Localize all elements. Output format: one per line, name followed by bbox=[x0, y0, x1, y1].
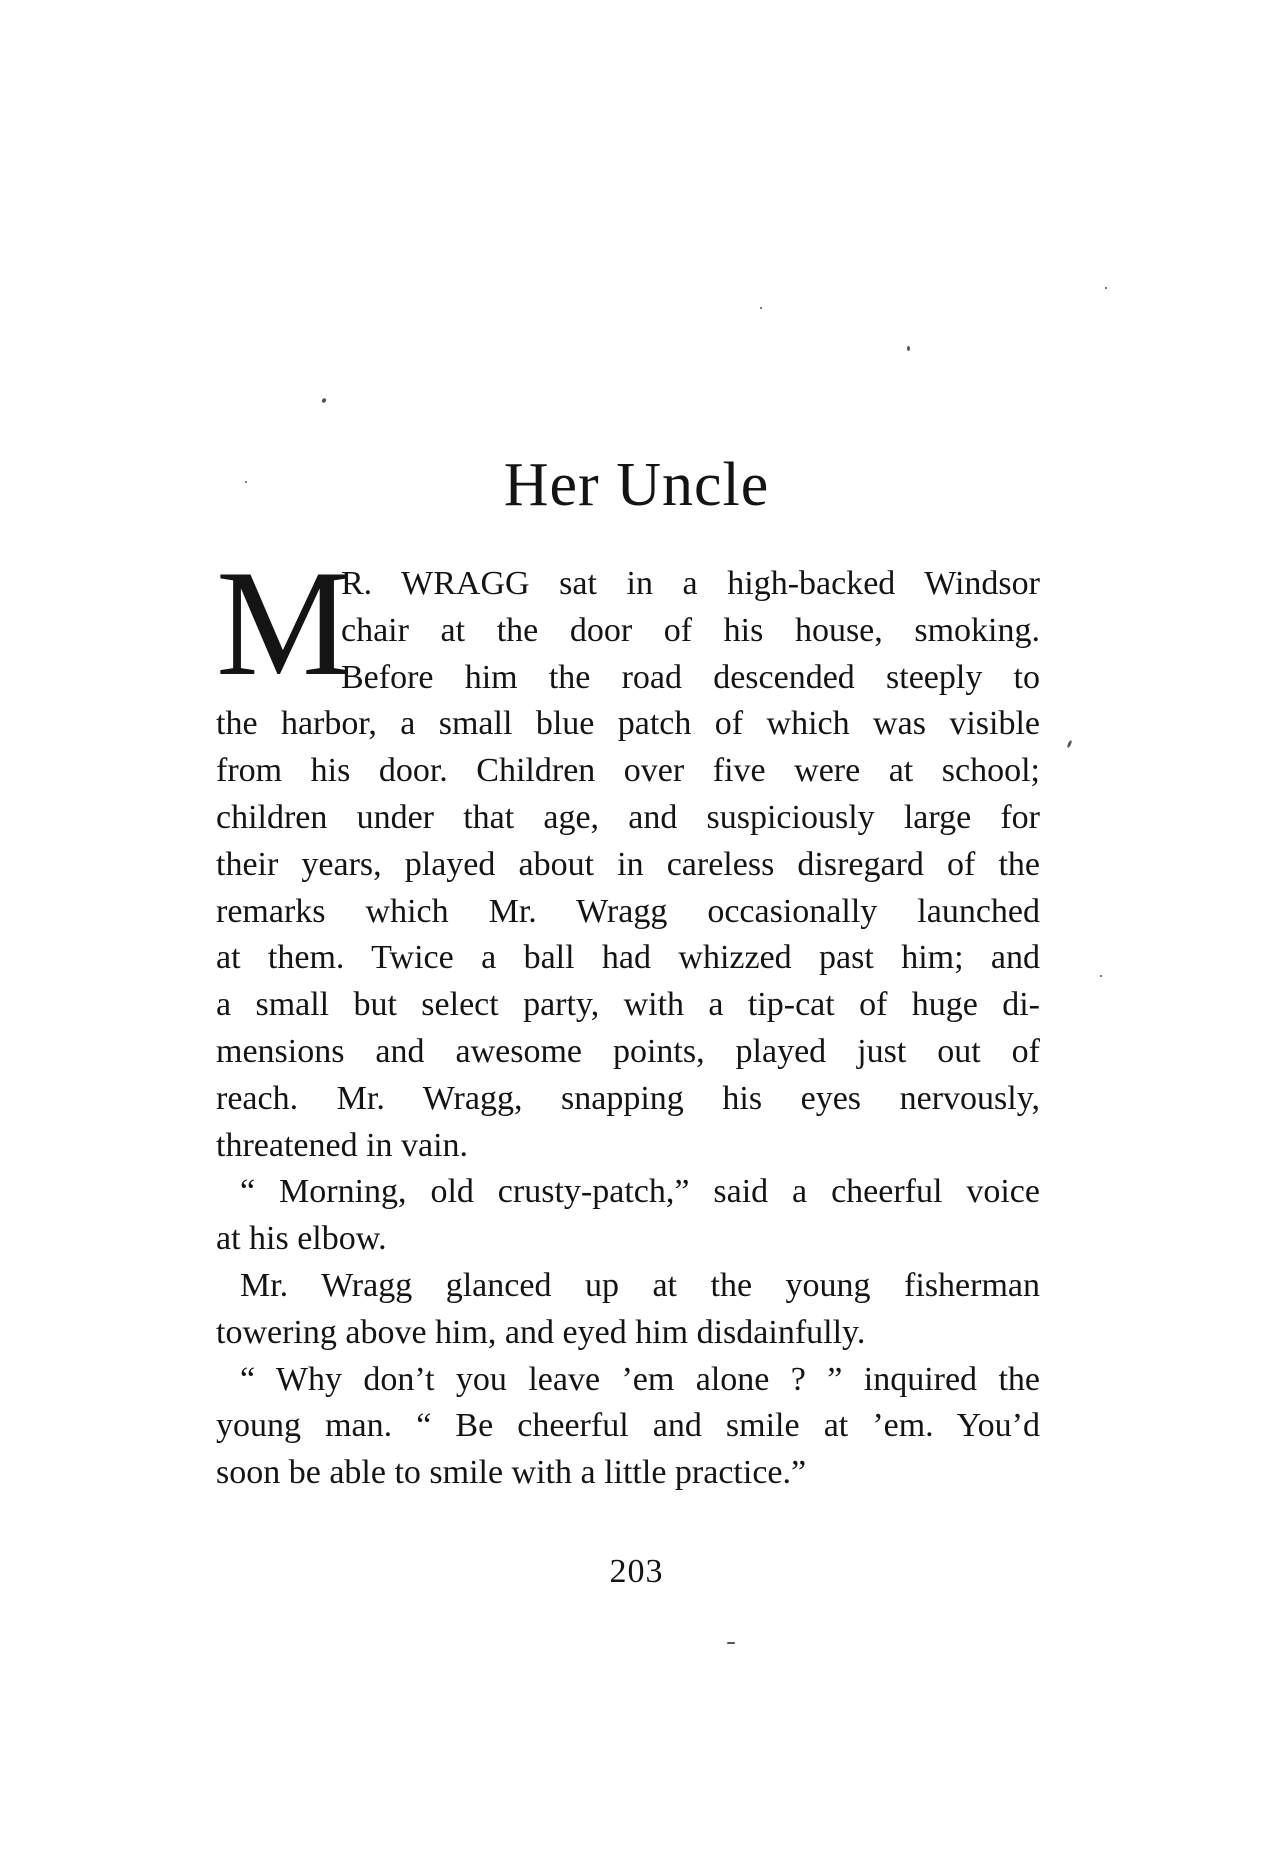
text-line: “ Why don’t you leave ’em alone ? ” inquired the bbox=[240, 1360, 1040, 1398]
scan-speck bbox=[760, 307, 762, 309]
text-line: reach. Mr. Wragg, snapping his eyes nervously, bbox=[216, 1079, 1040, 1117]
text-line: chair at the door of his house, smoking. bbox=[341, 611, 1040, 649]
scan-speck bbox=[245, 481, 247, 483]
text-line: at his elbow. bbox=[216, 1220, 387, 1258]
text-line: from his door. Children over five were at school; bbox=[216, 752, 1040, 790]
text-line: the harbor, a small blue patch of which was visible bbox=[216, 705, 1040, 743]
scan-speck bbox=[1105, 287, 1107, 289]
scan-speck bbox=[727, 1642, 735, 1644]
text-line: Mr. Wragg glanced up at the young fisherman bbox=[240, 1266, 1040, 1304]
scan-speck bbox=[321, 397, 327, 403]
chapter-title: Her Uncle bbox=[503, 451, 770, 519]
text-line: a small but select party, with a tip-cat of huge di- bbox=[216, 986, 1040, 1024]
text-line: Before him the road descended steeply to bbox=[341, 658, 1040, 696]
text-line: remarks which Mr. Wragg occasionally launched bbox=[216, 892, 1040, 930]
drop-cap: M bbox=[216, 539, 352, 707]
text-line: at them. Twice a ball had whizzed past him; and bbox=[216, 939, 1040, 977]
page-number: 203 bbox=[609, 1553, 664, 1590]
text-line: towering above him, and eyed him disdainfully. bbox=[216, 1313, 866, 1351]
text-line: threatened in vain. bbox=[216, 1126, 469, 1164]
text-line: their years, played about in careless disregard of the bbox=[216, 845, 1040, 883]
chapter-body bbox=[216, 539, 1040, 1497]
text-line: “ Morning, old crusty-patch,” said a cheerful voice bbox=[240, 1173, 1040, 1211]
text-line: mensions and awesome points, played just out of bbox=[216, 1032, 1040, 1070]
scan-speck bbox=[1100, 975, 1102, 977]
text-line: young man. “ Be cheerful and smile at ’em. You’d bbox=[216, 1407, 1040, 1445]
scan-speck bbox=[1066, 740, 1072, 749]
text-line: soon be able to smile with a little practice.” bbox=[216, 1454, 807, 1492]
text-line: R. WRAGG sat in a high-backed Windsor bbox=[341, 565, 1040, 602]
scan-speck bbox=[907, 346, 910, 351]
text-line: children under that age, and suspiciously large for bbox=[216, 798, 1040, 836]
